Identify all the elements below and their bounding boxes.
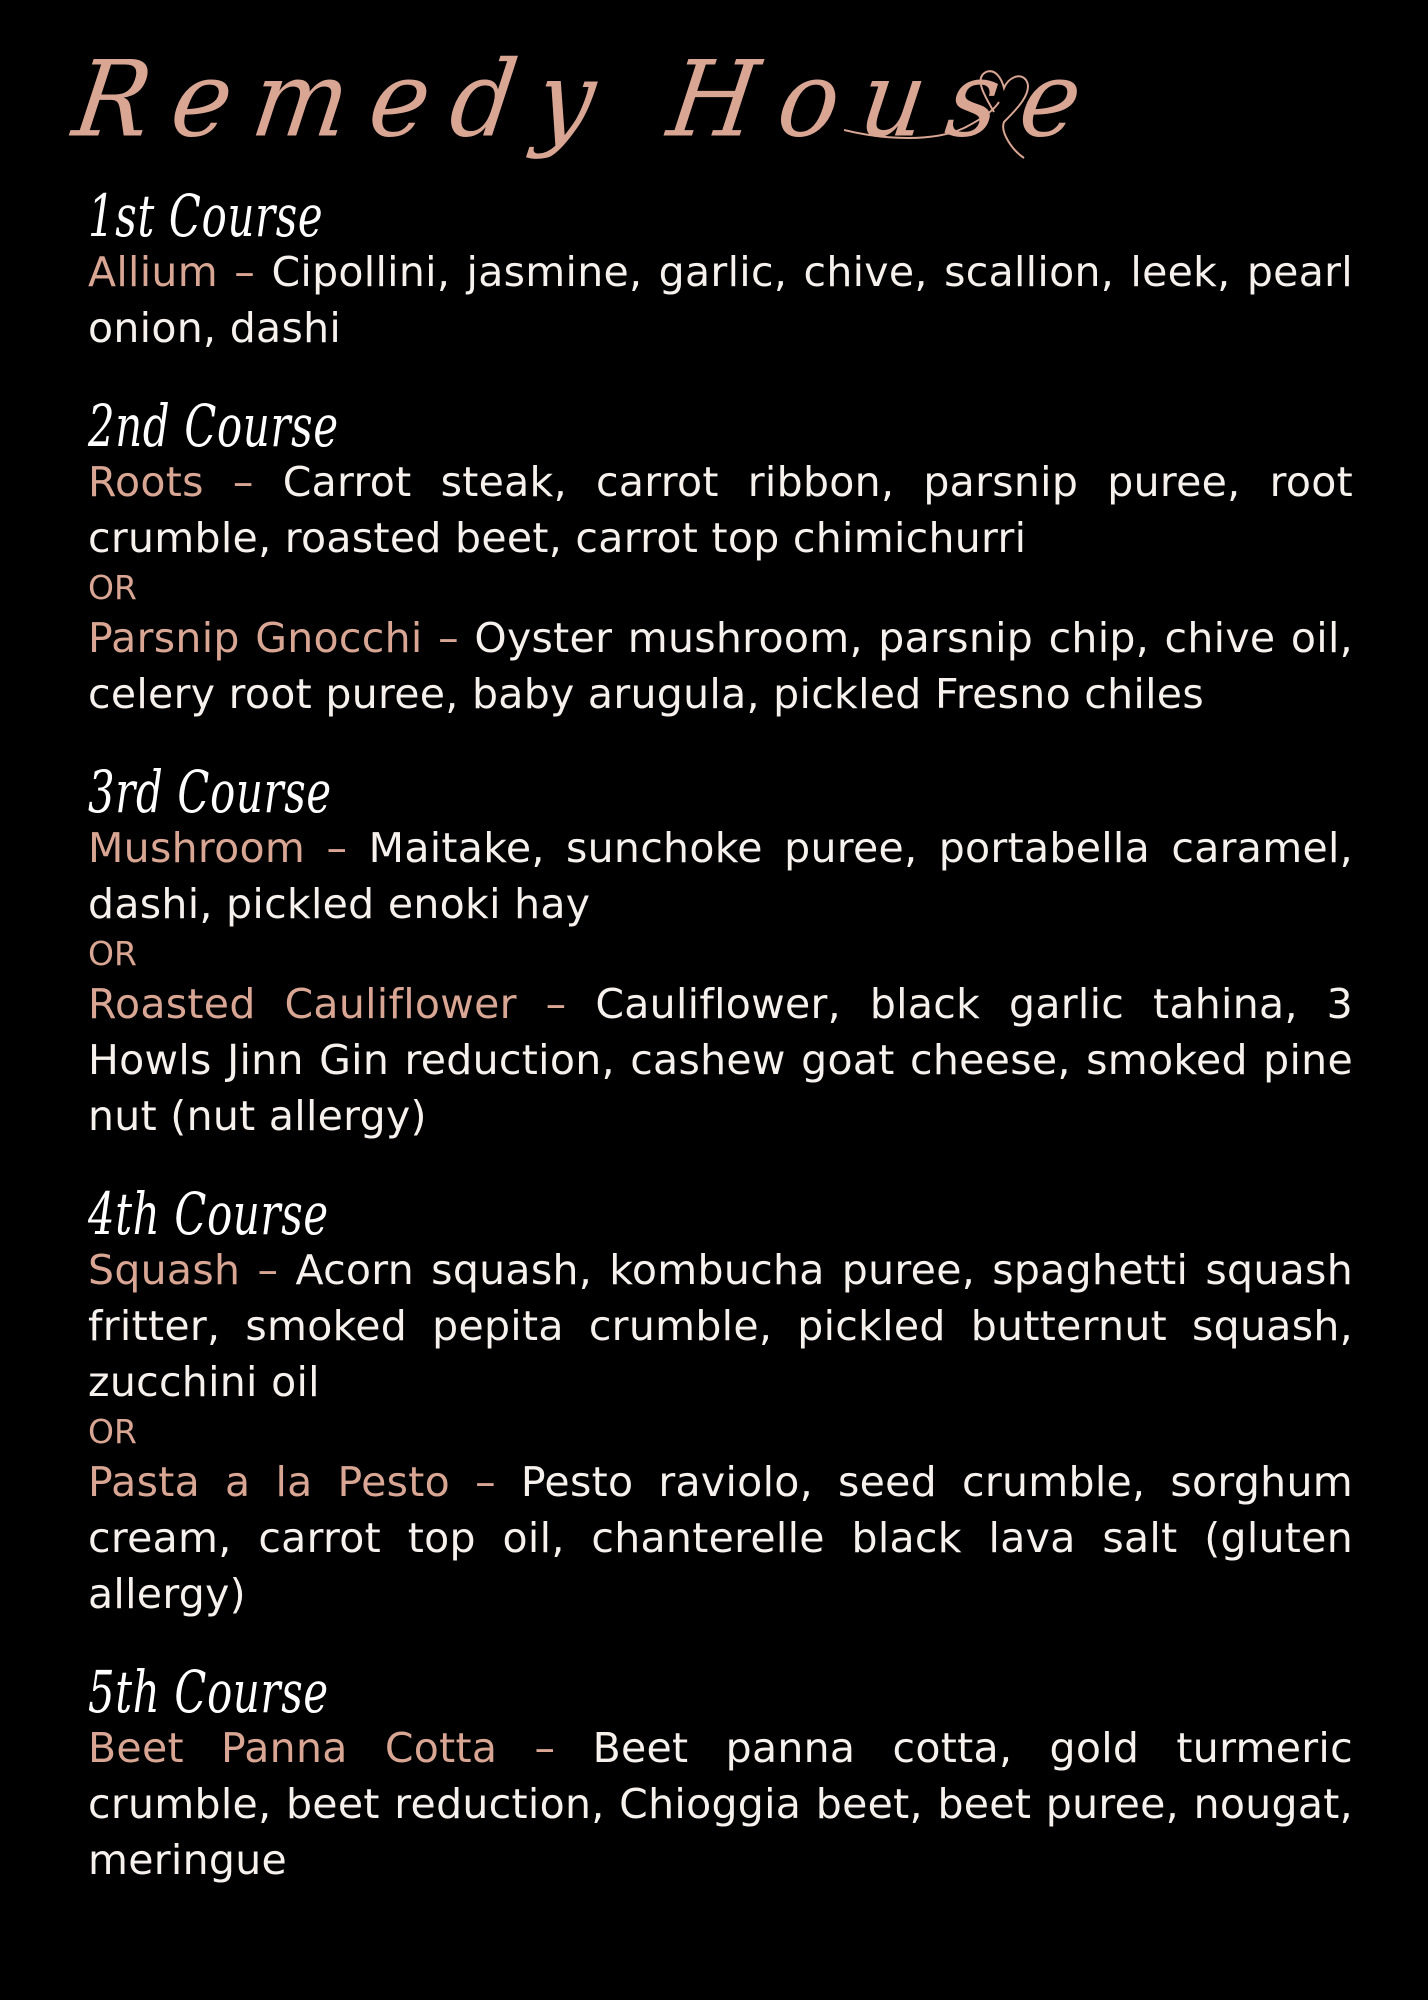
dish-item xyxy=(88,244,1353,356)
dish-item xyxy=(88,976,1353,1144)
dish-item xyxy=(88,1454,1353,1622)
dish-description: Maitake, sunchoke puree, portabella caramel, dashi, pickled enoki hay xyxy=(88,824,1353,928)
dish-name: Beet Panna Cotta xyxy=(88,1724,498,1772)
dish-separator: – xyxy=(534,1724,556,1772)
dish-name: Pasta a la Pesto xyxy=(88,1458,451,1506)
course-5 xyxy=(88,1656,1353,1888)
course-heading: 1st Course xyxy=(88,182,324,250)
dish-description: Beet panna cotta, gold turmeric crumble, beet reduction, Chioggia beet, beet puree, nougat, meringue xyxy=(88,1724,1353,1884)
restaurant-title xyxy=(66,10,1112,180)
dish-name: Roots xyxy=(88,458,204,506)
dish-separator: – xyxy=(234,248,256,296)
dish-name: Parsnip Gnocchi xyxy=(88,614,423,662)
dish-separator: – xyxy=(326,824,348,872)
dish-item xyxy=(88,1720,1353,1888)
course-heading: 2nd Course xyxy=(88,392,339,460)
dish-description: Oyster mushroom, parsnip chip, chive oil, celery root puree, baby arugula, pickled Fresno chiles xyxy=(88,614,1354,718)
dish-item xyxy=(88,820,1353,932)
dish-item xyxy=(88,454,1353,566)
dish-separator: – xyxy=(257,1246,279,1294)
dish-name: Roasted Cauliflower xyxy=(88,980,517,1028)
or-label: OR xyxy=(88,934,137,973)
course-1 xyxy=(88,180,1353,356)
course-heading: 3rd Course xyxy=(88,758,332,826)
course-2 xyxy=(88,390,1353,722)
restaurant-name: Remedy House xyxy=(66,38,1112,161)
dish-description: Pesto raviolo, seed crumble, sorghum cream, carrot top oil, chanterelle black lava salt (gluten allergy) xyxy=(88,1458,1353,1618)
dish-separator: – xyxy=(475,1458,496,1506)
dish-separator: – xyxy=(438,614,459,662)
heart-flourish-icon xyxy=(844,50,1044,160)
dish-name: Mushroom xyxy=(88,824,306,872)
dish-description: Cipollini, jasmine, garlic, chive, scallion, leek, pearl onion, dashi xyxy=(88,248,1353,352)
dish-name: Squash xyxy=(88,1246,241,1294)
dish-separator: – xyxy=(545,980,567,1028)
dish-description: Carrot steak, carrot ribbon, parsnip puree, root crumble, roasted beet, carrot top chimichurri xyxy=(88,458,1353,562)
dish-description: Acorn squash, kombucha puree, spaghetti squash fritter, smoked pepita crumble, pickled butternut squash, zucchini oil xyxy=(88,1246,1353,1406)
dish-name: Allium xyxy=(88,248,218,296)
dish-item xyxy=(88,610,1353,722)
menu-courses xyxy=(88,180,1353,1922)
or-label: OR xyxy=(88,1412,137,1451)
course-4 xyxy=(88,1178,1353,1622)
dish-item xyxy=(88,1242,1353,1410)
or-label: OR xyxy=(88,568,137,607)
dish-description: Cauliflower, black garlic tahina, 3 Howls Jinn Gin reduction, cashew goat cheese, smoked pine nut (nut allergy) xyxy=(88,980,1353,1140)
course-3 xyxy=(88,756,1353,1144)
dish-separator: – xyxy=(232,458,254,506)
course-heading: 5th Course xyxy=(88,1658,329,1726)
course-heading: 4th Course xyxy=(88,1180,329,1248)
